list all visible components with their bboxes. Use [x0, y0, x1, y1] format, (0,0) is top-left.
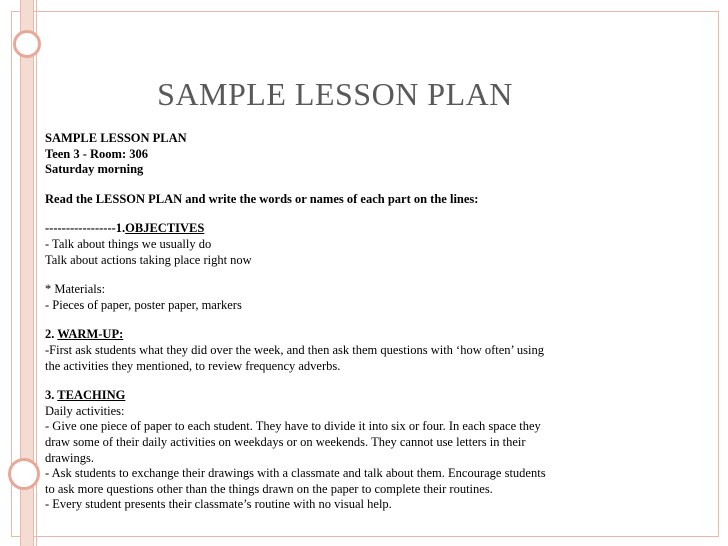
objectives-line-1: - Talk about things we usually do	[45, 236, 212, 251]
warmup-line-1: -First ask students what they did over the week, and then ask them questions with ‘how often’ using	[45, 342, 544, 357]
materials-line-1: - Pieces of paper, poster paper, markers	[45, 297, 242, 312]
header-line-3: Saturday morning	[45, 162, 144, 177]
objectives-line-2: Talk about actions taking place right now	[45, 252, 252, 267]
objectives-prefix: -----------------1.	[45, 221, 126, 236]
teaching-label: TEACHING	[57, 388, 126, 403]
teaching-heading	[45, 388, 645, 404]
teaching-line-4: - Ask students to exchange their drawings with a classmate and talk about them. Encourage students	[45, 466, 546, 481]
teaching-line-1: - Give one piece of paper to each student. They have to divide it into six or four. In each space they	[45, 419, 541, 434]
teaching-line-5: to ask more questions other than the things drawn on the paper to complete their routines.	[45, 481, 493, 496]
materials-heading: * Materials:	[45, 282, 106, 297]
objectives-heading	[45, 221, 645, 237]
slide-title: SAMPLE LESSON PLAN	[157, 76, 513, 112]
teaching-number: 3.	[45, 388, 58, 403]
warmup-heading	[45, 327, 645, 343]
teaching-line-6: - Every student presents their classmate’s routine with no visual help.	[45, 497, 392, 512]
decorative-ring-bottom	[8, 458, 40, 490]
instruction-text: Read the LESSON PLAN and write the words or names of each part on the lines:	[45, 191, 479, 206]
teaching-line-2: draw some of their daily activities on weekdays or on weekends. They cannot use letters in their	[45, 434, 526, 449]
header-line-1: SAMPLE LESSON PLAN	[45, 131, 187, 145]
teaching-subheading: Daily activities:	[45, 403, 125, 418]
warmup-line-2: the activities they mentioned, to review frequency adverbs.	[45, 358, 341, 373]
decorative-ring-top	[13, 30, 41, 58]
warmup-number: 2.	[45, 327, 58, 342]
teaching-line-3: drawings.	[45, 450, 94, 465]
header-line-2: Teen 3 - Room: 306	[45, 146, 149, 161]
warmup-label: WARM-UP:	[57, 327, 124, 342]
objectives-label: OBJECTIVES	[125, 221, 205, 236]
slide-body	[45, 131, 645, 513]
